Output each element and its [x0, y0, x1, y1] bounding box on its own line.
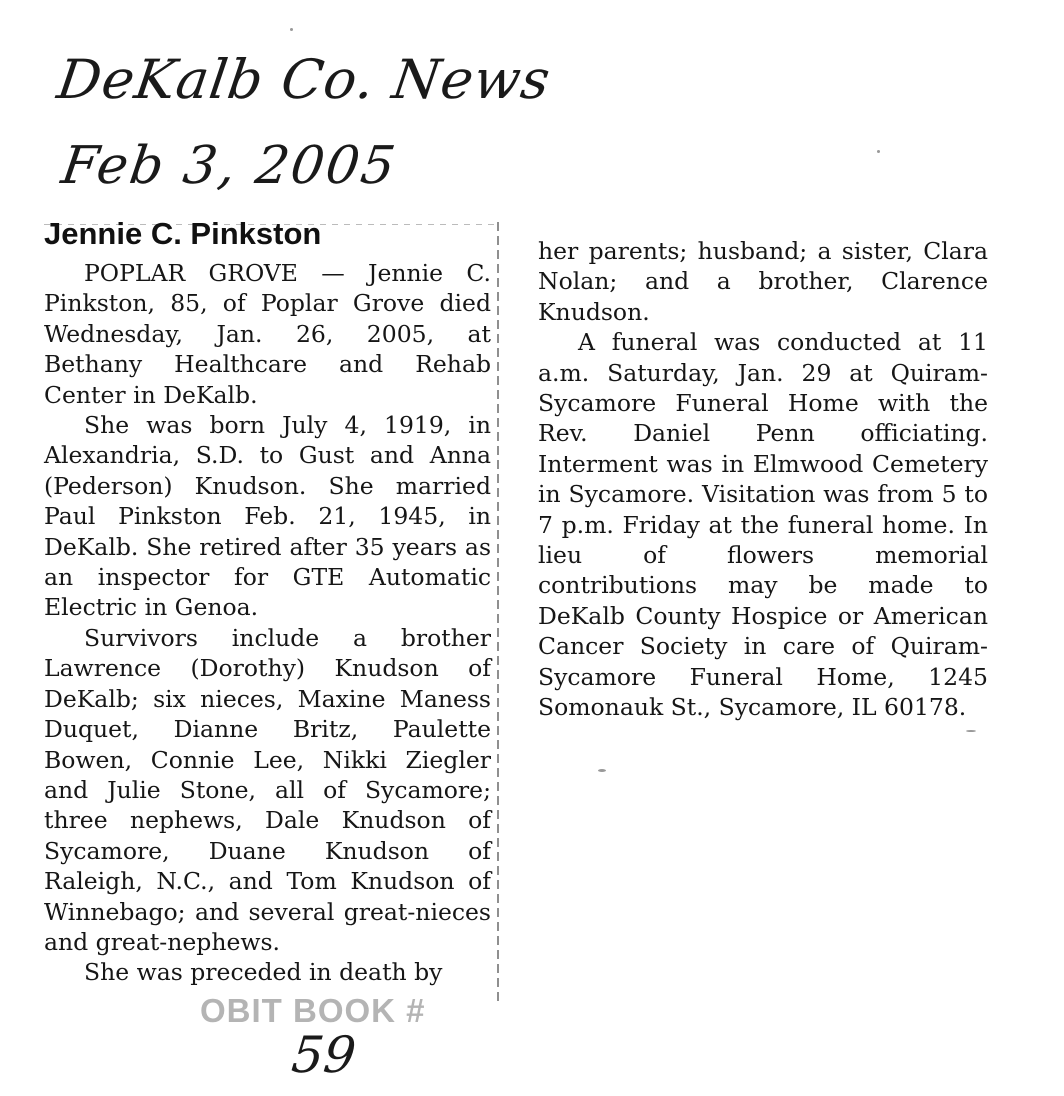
obituary-paragraph: her parents; husband; a sister, Clara Nolan; and a brother, Clarence Knudson.: [538, 237, 988, 326]
handwritten-source-note: DeKalb Co. News: [53, 48, 555, 111]
obituary-paragraph: She was preceded in death by: [84, 958, 443, 987]
obit-book-stamp: OBIT BOOK #: [200, 992, 426, 1029]
obituary-paragraph: A funeral was conducted at 11 a.m. Saturday, Jan. 29 at Quiram-Sycamore Funeral Home with the Rev. Daniel Penn officiating. Interment was in Elmwood Cemetery in Sycamore. Visitation was from 5 to 7 p.m. Friday at the funeral home. In lieu of flowers memorial contributions may be made to DeKalb County Hospice or American Cancer Society in care of Quiram-Sycamore Funeral Home, 1245 Somonauk St., Sycamore, IL 60178.: [538, 328, 988, 722]
handwritten-page-number: 59: [288, 1026, 359, 1084]
handwritten-date-note: Feb 3, 2005: [57, 136, 401, 196]
obituary-paragraph: POPLAR GROVE — Jennie C. Pinkston, 85, of Poplar Grove died Wednesday, Jan. 26, 2005, at Bethany Healthcare and Rehab Center in DeKalb.: [44, 259, 491, 409]
column-divider: [497, 222, 499, 1002]
scan-speck: [877, 150, 880, 153]
obituary-column-right: [538, 236, 988, 723]
obituary-paragraph: Survivors include a brother Lawrence (Dorothy) Knudson of DeKalb; six nieces, Maxine Maness Duquet, Dianne Britz, Paulette Bowen, Connie Lee, Nikki Ziegler and Julie Stone, all of Sycamore; three nephews, Dale Knudson of Sycamore, Duane Knudson of Raleigh, N.C., and Tom Knudson of Winnebago; and several great-nieces and great-nephews.: [44, 623, 491, 956]
obituary-headline: Jennie C. Pinkston: [44, 216, 322, 251]
obituary-paragraph: She was born July 4, 1919, in Alexandria, S.D. to Gust and Anna (Pederson) Knudson. She married Paul Pinkston Feb. 21, 1945, in DeKalb. She retired after 35 years as an inspector for GTE Automatic Electric in Genoa.: [44, 411, 491, 622]
scan-speck: [598, 769, 606, 772]
scan-speck: [290, 28, 293, 31]
obituary-column-left: [44, 214, 491, 988]
scan-speck: [966, 730, 976, 732]
